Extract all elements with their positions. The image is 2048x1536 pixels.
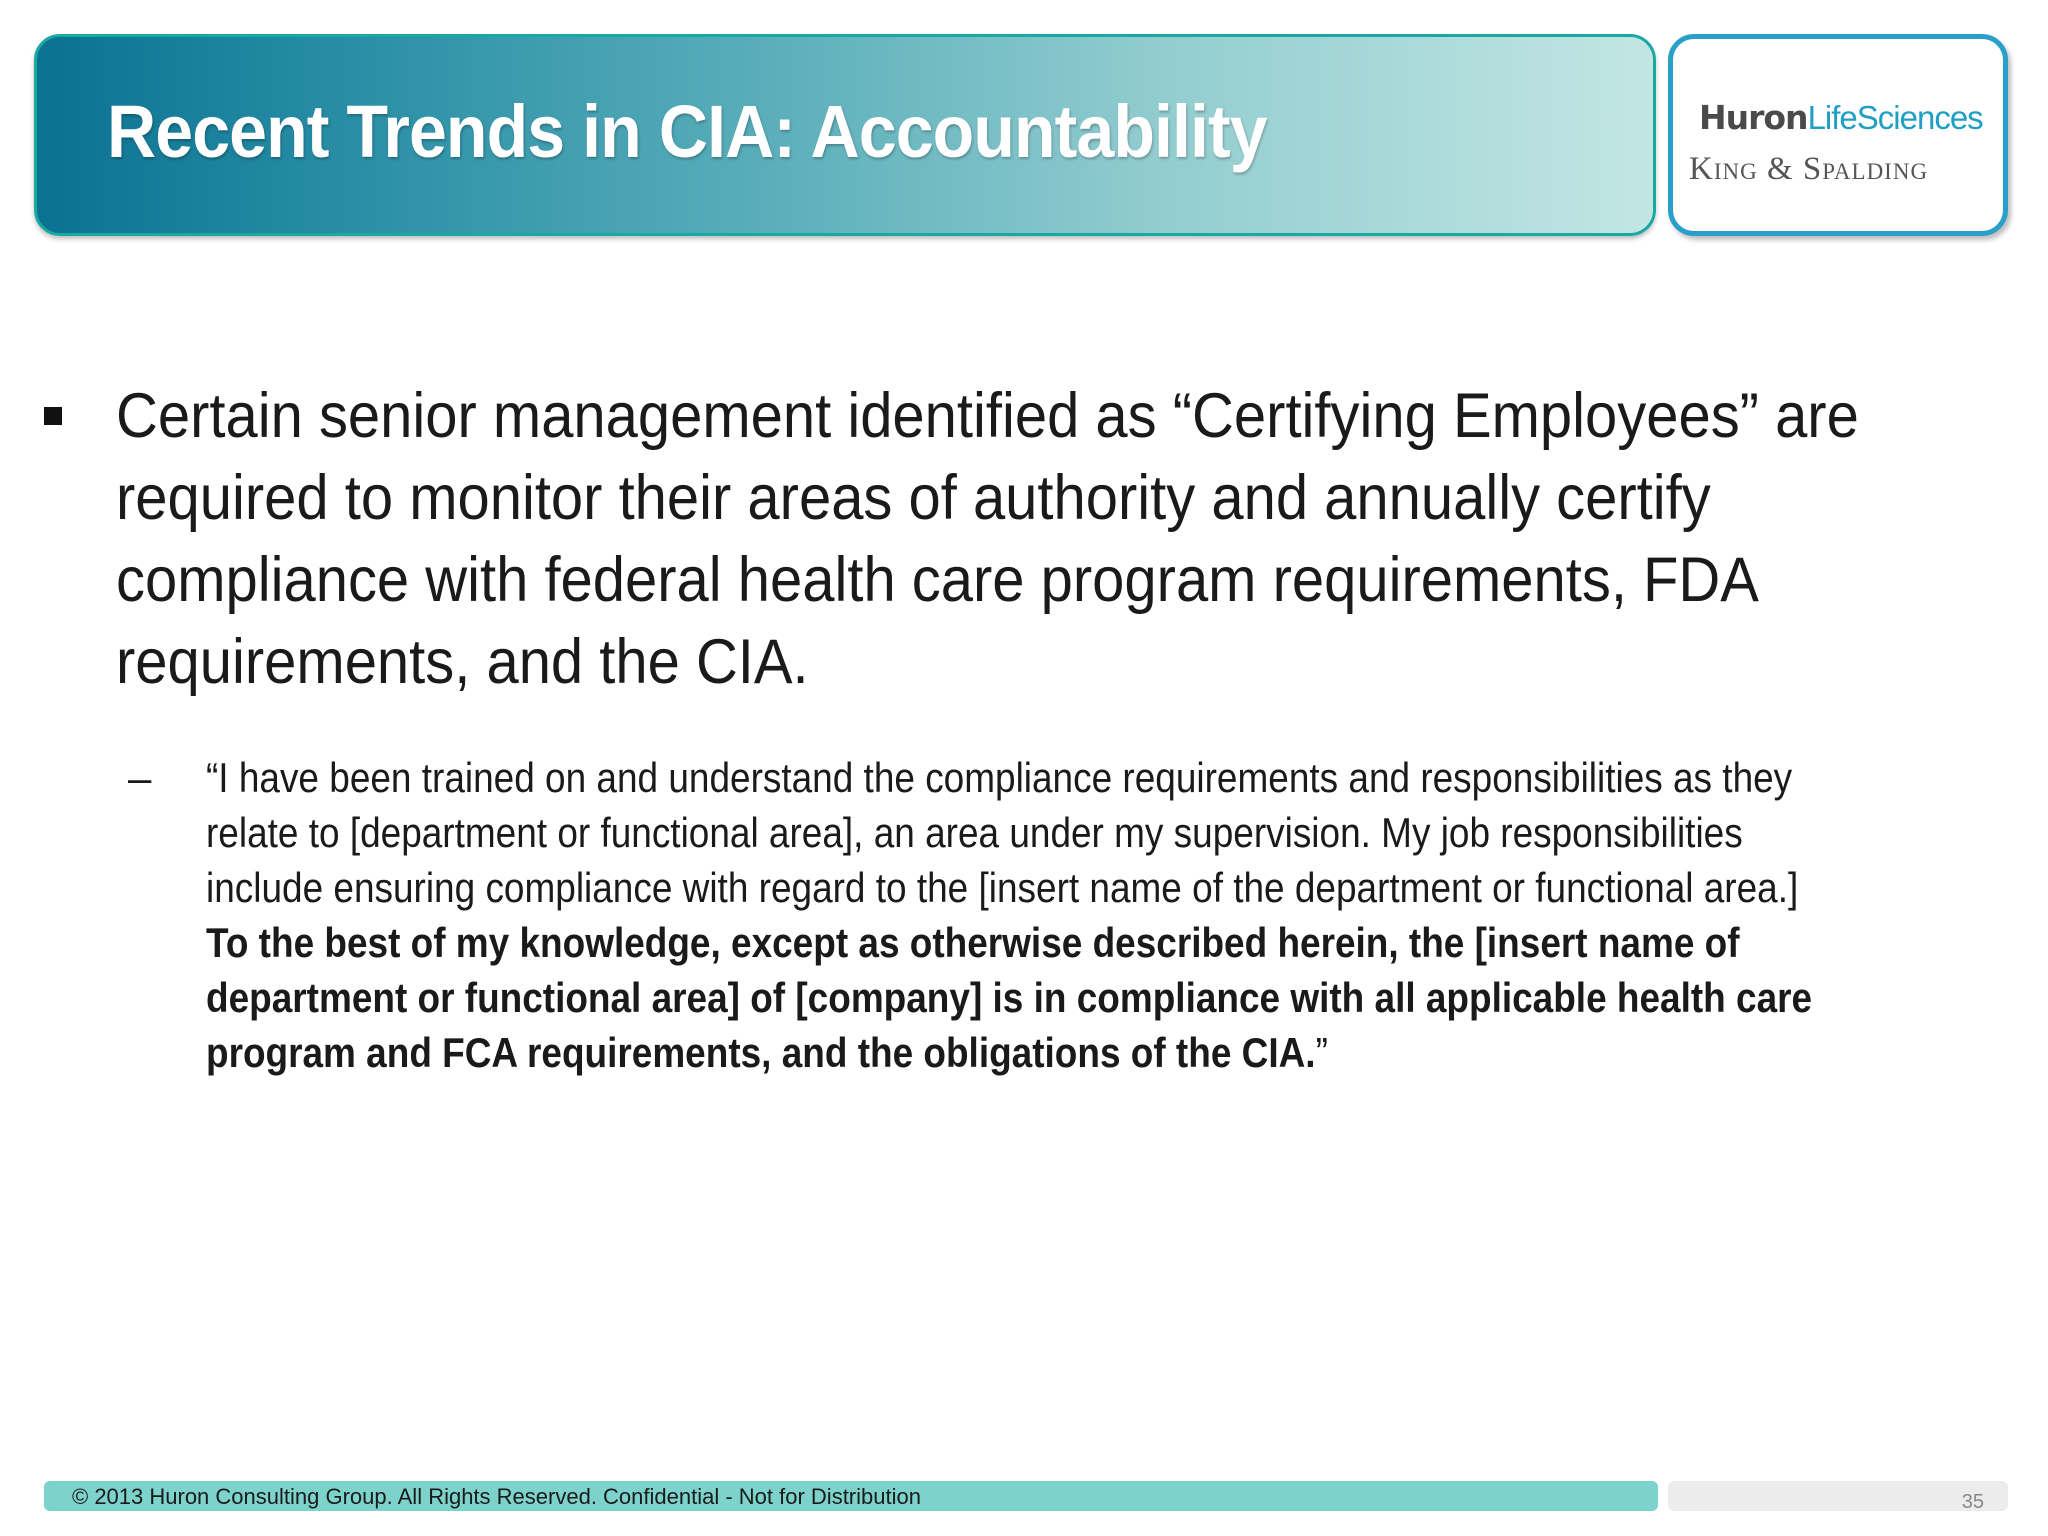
company-logo bbox=[1668, 34, 2008, 236]
page-number: 35 bbox=[1961, 1491, 1984, 1513]
square-bullet-icon bbox=[44, 407, 62, 425]
life-sciences-logo-text: LifeSciences bbox=[1807, 99, 1983, 136]
slide-title: Recent Trends in CIA: Accountability bbox=[107, 90, 1267, 173]
certification-quote bbox=[206, 750, 1843, 1080]
dash-bullet-icon: – bbox=[128, 754, 152, 801]
huron-logo-text: Huron bbox=[1699, 98, 1808, 137]
quote-closing-mark: ” bbox=[1315, 1029, 1328, 1076]
quote-bold-text: To the best of my knowledge, except as otherwise described herein, the [insert name of department or functional area] of [company] is in compliance with all applicable health care program and FCA requirements, and the obligations of the CIA. bbox=[206, 919, 1813, 1076]
page-number-box bbox=[1668, 1481, 2008, 1511]
quote-regular-text: “I have been trained on and understand the compliance requirements and responsibilities as they relate to [department or functional area], an area under my supervision. My job responsibilities include ensuring compliance with regard to the [insert name of the department or functional area.] bbox=[206, 754, 1799, 911]
footer-bar bbox=[44, 1481, 1658, 1511]
king-spalding-logo-text: King & Spalding bbox=[1689, 151, 1929, 187]
bullet-text: Certain senior management identified as “Certifying Employees” are required to monitor their areas of authority and annually certify compliance with federal health care program requirements, FDA requirements, and the CIA. bbox=[116, 381, 1859, 697]
copyright-text: © 2013 Huron Consulting Group. All Rights Reserved. Confidential - Not for Distribution bbox=[72, 1484, 921, 1509]
title-banner bbox=[34, 34, 1656, 236]
huron-life-sciences-logo bbox=[1699, 98, 1983, 137]
